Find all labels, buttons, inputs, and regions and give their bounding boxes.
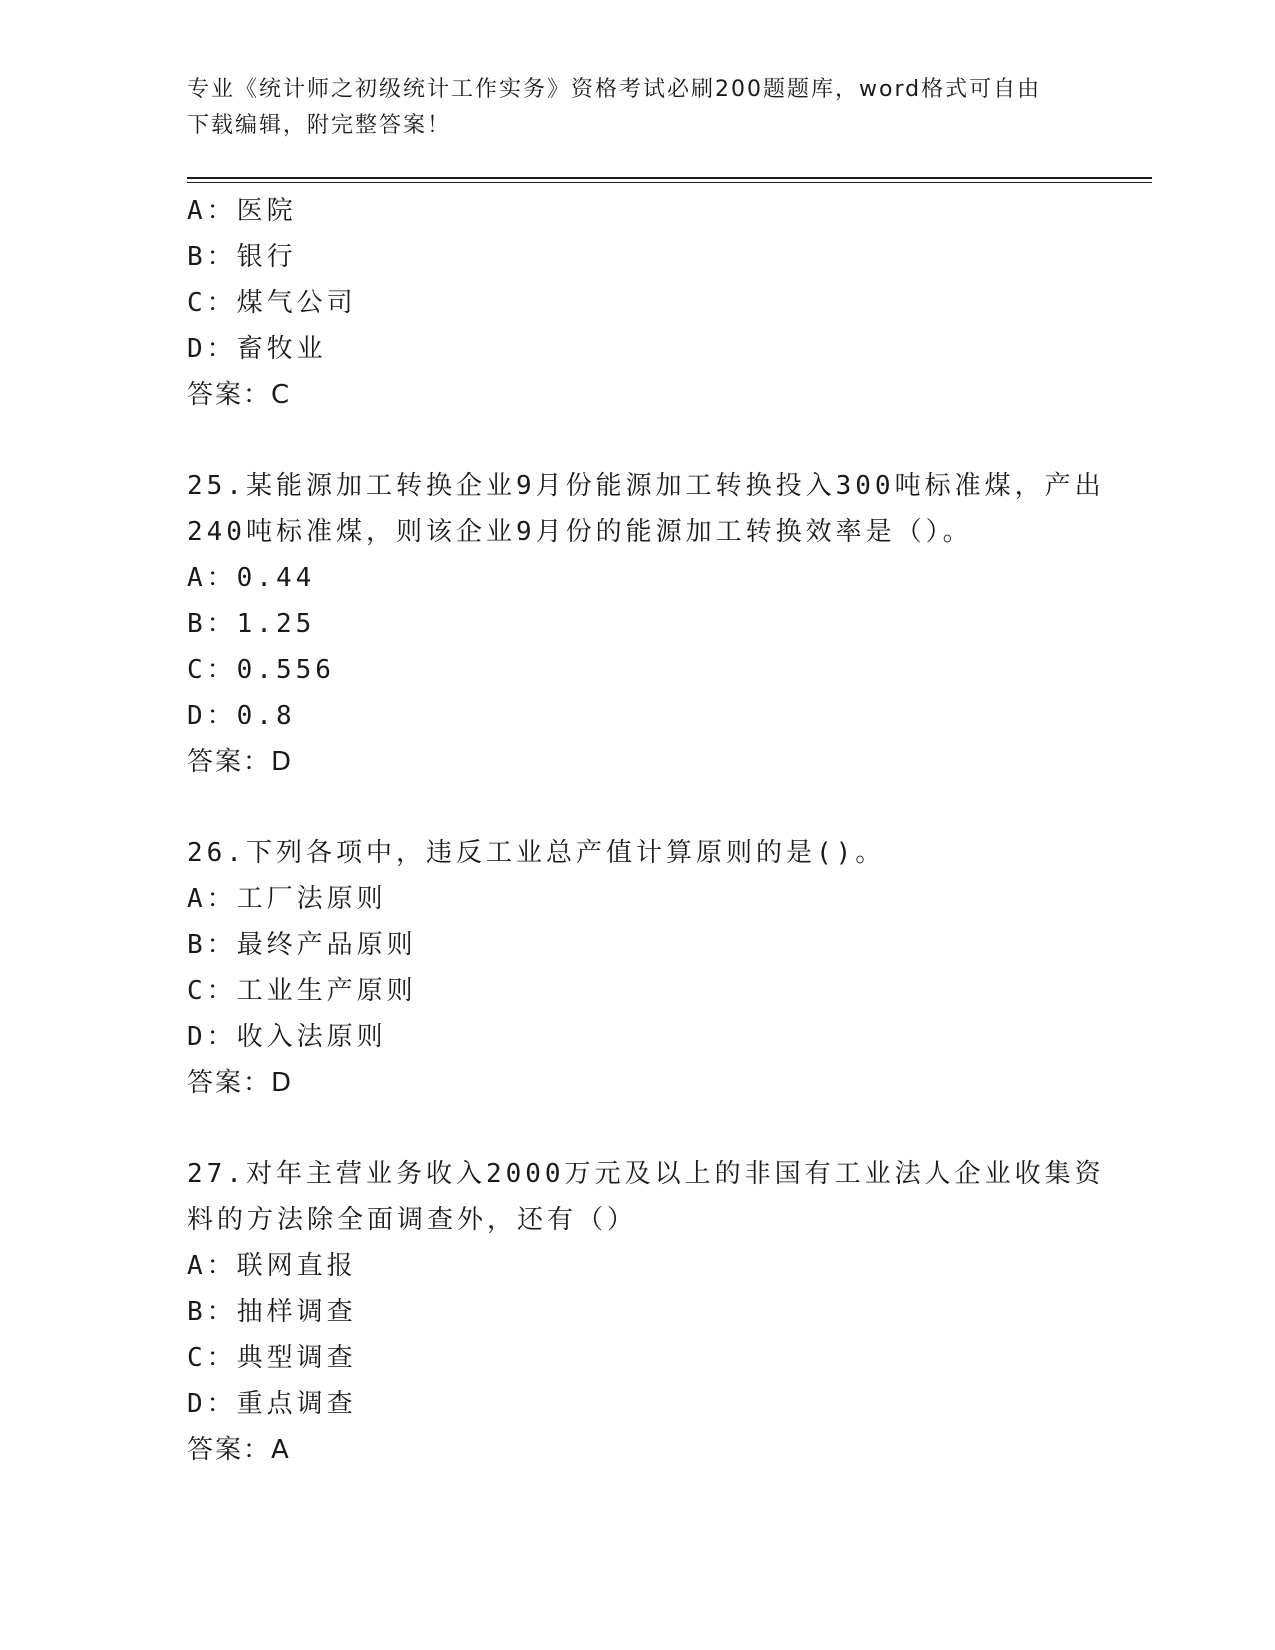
option-a: A：0.44 — [187, 563, 316, 593]
option-d: D：畜牧业 — [187, 334, 327, 364]
header-rule-thick — [187, 177, 1152, 179]
question-text — [187, 1151, 1105, 1243]
option-c: C：0.556 — [187, 655, 335, 685]
answer: 答案：D — [187, 747, 294, 777]
option-c: C：工业生产原则 — [187, 976, 417, 1006]
option-b: B：最终产品原则 — [187, 930, 417, 960]
question-text — [187, 830, 1087, 876]
question-26 — [187, 830, 1087, 1106]
question-text-line-1: 27.对年主营业务收入2000万元及以上的非国有工业法人企业收集资 — [187, 1159, 1105, 1189]
header-line-1: 专业《统计师之初级统计工作实务》资格考试必刷200题题库，word格式可自由 — [187, 77, 1042, 102]
document-header — [187, 72, 1067, 144]
option-c: C：煤气公司 — [187, 288, 357, 318]
question-27 — [187, 1151, 1105, 1473]
header-rule-thin — [187, 182, 1152, 183]
answer: 答案：D — [187, 1068, 294, 1098]
answer: 答案：C — [187, 380, 292, 410]
option-d: D：收入法原则 — [187, 1022, 387, 1052]
question-text-line-1: 25.某能源加工转换企业9月份能源加工转换投入300吨标准煤，产出 — [187, 471, 1105, 501]
question-25 — [187, 463, 1105, 785]
option-b: B：抽样调查 — [187, 1297, 357, 1327]
option-a: A：联网直报 — [187, 1251, 357, 1281]
option-c: C：典型调查 — [187, 1343, 357, 1373]
header-line-2: 下载编辑，附完整答案！ — [187, 113, 452, 138]
answer: 答案：A — [187, 1435, 291, 1465]
option-a: A：医院 — [187, 196, 297, 226]
option-b: B：银行 — [187, 242, 297, 272]
option-d: D：0.8 — [187, 701, 296, 731]
question-text-line-2: 料的方法除全面调查外，还有（） — [187, 1205, 638, 1235]
question-list — [187, 188, 1105, 1473]
question-text — [187, 463, 1105, 555]
option-a: A：工厂法原则 — [187, 884, 387, 914]
option-d: D：重点调查 — [187, 1389, 357, 1419]
question-text-line-1: 26.下列各项中，违反工业总产值计算原则的是()。 — [187, 838, 886, 868]
question-text-line-2: 240吨标准煤，则该企业9月份的能源加工转换效率是（）。 — [187, 517, 973, 547]
question-24 — [187, 188, 1087, 418]
option-b: B：1.25 — [187, 609, 316, 639]
